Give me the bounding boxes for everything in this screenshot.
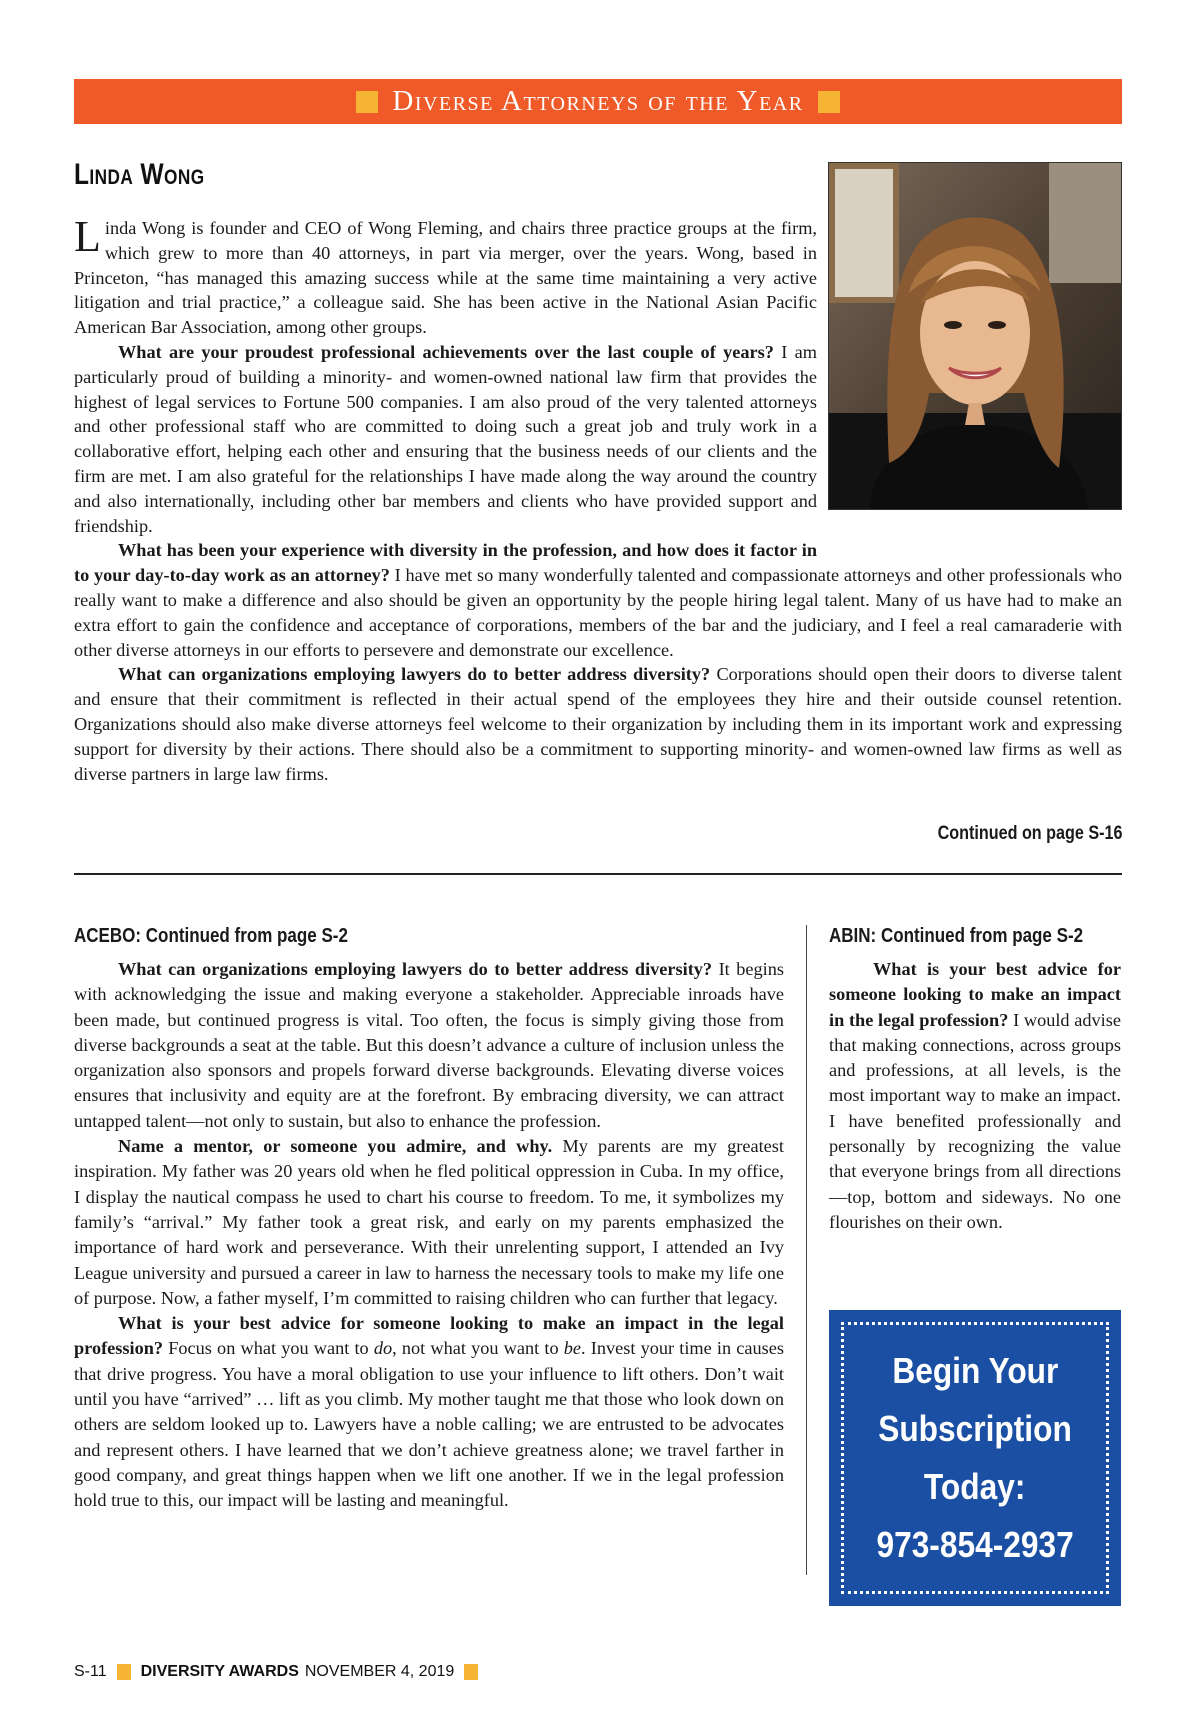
section-divider <box>74 873 1122 875</box>
ad-line: Subscription <box>878 1408 1072 1449</box>
qa-answer: It begins with acknowledging the issue and making everyone a stakeholder. Appreciable inroads have been made, but continued progress is vital. Too often, the focus is simply giving those from diverse backgrounds a seat at the table. But this doesn’t advance a culture of inclusion unless the organization also sponsors and propels forward diverse backgrounds. Elevating diverse voices ensures that inclusivity and equity are at the forefront. By embracing diversity, we can attract untapped talent—not only to sustain, but also to enhance the profession. <box>74 959 784 1131</box>
page-number: S-11 <box>74 1663 107 1680</box>
page-footer <box>74 1663 488 1681</box>
qa-paragraph <box>74 1134 784 1311</box>
qa-question: Name a mentor, or someone you admire, and why. <box>118 1136 553 1157</box>
acebo-column <box>74 957 784 1514</box>
qa-paragraph <box>74 957 784 1134</box>
qa-paragraph <box>74 1311 784 1513</box>
profile-article <box>74 212 1122 786</box>
qa-paragraph <box>74 538 1122 662</box>
acebo-heading: ACEBO: Continued from page S-2 <box>74 925 348 947</box>
ad-line: Begin Your <box>891 1350 1059 1391</box>
abin-heading: ABIN: Continued from page S-2 <box>829 925 1084 947</box>
qa-answer: My parents are my greatest inspiration. My father was 20 years old when he fled political oppression in Cuba. In my office, I display the nautical compass he used to chart his course to freedom. To me, it symbolizes my family’s “arrival.” My father took a great risk, and early on my parents emphasized the importance of hard work and perseverance. With their unrelenting support, I attended an Ivy League university and pursued a career in law to harness the necessary tools to make my life one of purpose. Now, a father myself, I’m committed to raising children who can further that legacy. <box>74 1136 784 1308</box>
qa-answer: I have met so many wonderfully talented and compassionate attorneys and other professionals who really want to make a difference and also should be given an opportunity by the people hiring legal talent. Many of us have had to make an extra effort to gain the confidence and acceptance of corporations, members of the bar and the judiciary, and I feel a real camaraderie with other diverse attorneys in our efforts to persevere and demonstrate our excellence. <box>74 565 1122 660</box>
continued-link: Continued on page S-16 <box>937 823 1122 844</box>
emphasis: do <box>373 1338 393 1359</box>
square-bullet-icon <box>818 91 840 113</box>
drop-cap: L <box>74 212 101 261</box>
qa-answer: . Invest your time in causes that drive progress. You have a moral obligation to use your influence to lift others. Don’t wait until you have “arrived” … lift as you climb. My mother taught me that those who look down on others are seldom looked up to. Lawyers have a noble calling; we are entrusted to be advocates and represent others. I have learned that we don’t achieve greatness alone; we travel farther in good company, and great things happen when we lift one another. If we in the legal profession hold true to this, our impact will be lasting and meaningful. <box>74 1338 784 1511</box>
intro-text: inda Wong is founder and CEO of Wong Fleming, and chairs three practice groups at the firm, which grew to more than 40 attorneys, in part via merger, over the years. Wong, based in Princeton, “has managed this amazing success while at the same time maintaining a very active litigation and trial practice,” a colleague said. She has been active in the National Asian Pacific American Bar Association, among other groups. <box>74 218 817 338</box>
ad-border <box>841 1322 1109 1594</box>
banner-title: Diverse Attorneys of the Year <box>392 85 804 117</box>
footer-section: DIVERSITY AWARDS <box>140 1663 299 1680</box>
ad-phone[interactable]: 973-854-2937 <box>876 1524 1074 1565</box>
qa-paragraph <box>829 957 1121 1235</box>
qa-answer: , not what you want to <box>392 1338 564 1359</box>
column-divider <box>806 925 807 1575</box>
qa-question: What is your best advice for someone looking to make an impact in the legal profession? <box>74 1313 784 1359</box>
qa-question: What are your proudest professional achievements over the last couple of years? <box>118 341 774 362</box>
qa-answer: Focus on what you want to <box>163 1338 374 1359</box>
qa-answer: I am particularly proud of building a minority- and women-owned national law firm that provides the highest of legal services to Fortune 500 companies. I am also proud of the very talented attorneys and other professional staff who are committed to doing such a great job and truly work in a collaborative effort, helping each other and ensuring that the business needs of our clients and the firm are met. I am also grateful for the relationships I have made along the way around the country and also internationally, including other bar members and clients who have provided support and friendship. <box>74 341 818 536</box>
section-banner <box>74 79 1122 124</box>
square-bullet-icon <box>464 1664 478 1680</box>
qa-question: What is your best advice for someone looking to make an impact in the legal profession? <box>829 959 1121 1030</box>
photo-spacer <box>817 214 1122 540</box>
qa-question: What can organizations employing lawyers do to better address diversity? <box>118 959 713 979</box>
qa-answer: Corporations should open their doors to diverse talent and ensure that their commitment is reflected in their actual spend of the employees they hire and their outside counsel retention. Organizations should also make diverse attorneys feel welcome to their organization by including them in its important work and expressing support for diversity by their actions. There should also be a commitment to supporting minority- and women-owned law firms as well as diverse partners in large law firms. <box>74 664 1122 784</box>
ad-line: Today: <box>924 1466 1026 1507</box>
qa-question: What has been your experience with diversity in the profession, and how does it factor in to your day-to-day work as an attorney? <box>74 540 817 586</box>
qa-question: What can organizations employing lawyers do to better address diversity? <box>118 664 711 685</box>
emphasis: be <box>563 1338 582 1359</box>
qa-answer: I would advise that making connections, across groups and professions, at all levels, is the most important way to make an impact. I have benefited professionally and personally by recognizing the value that everyone brings from all directions—top, bottom and sideways. No one flourishes on their own. <box>829 1009 1121 1232</box>
footer-date: NOVEMBER 4, 2019 <box>304 1663 455 1680</box>
qa-paragraph <box>74 662 1122 786</box>
profile-name: Linda Wong <box>74 158 205 191</box>
abin-column <box>829 957 1121 1235</box>
square-bullet-icon <box>356 91 378 113</box>
square-bullet-icon <box>117 1664 131 1680</box>
subscription-ad[interactable] <box>829 1310 1121 1606</box>
